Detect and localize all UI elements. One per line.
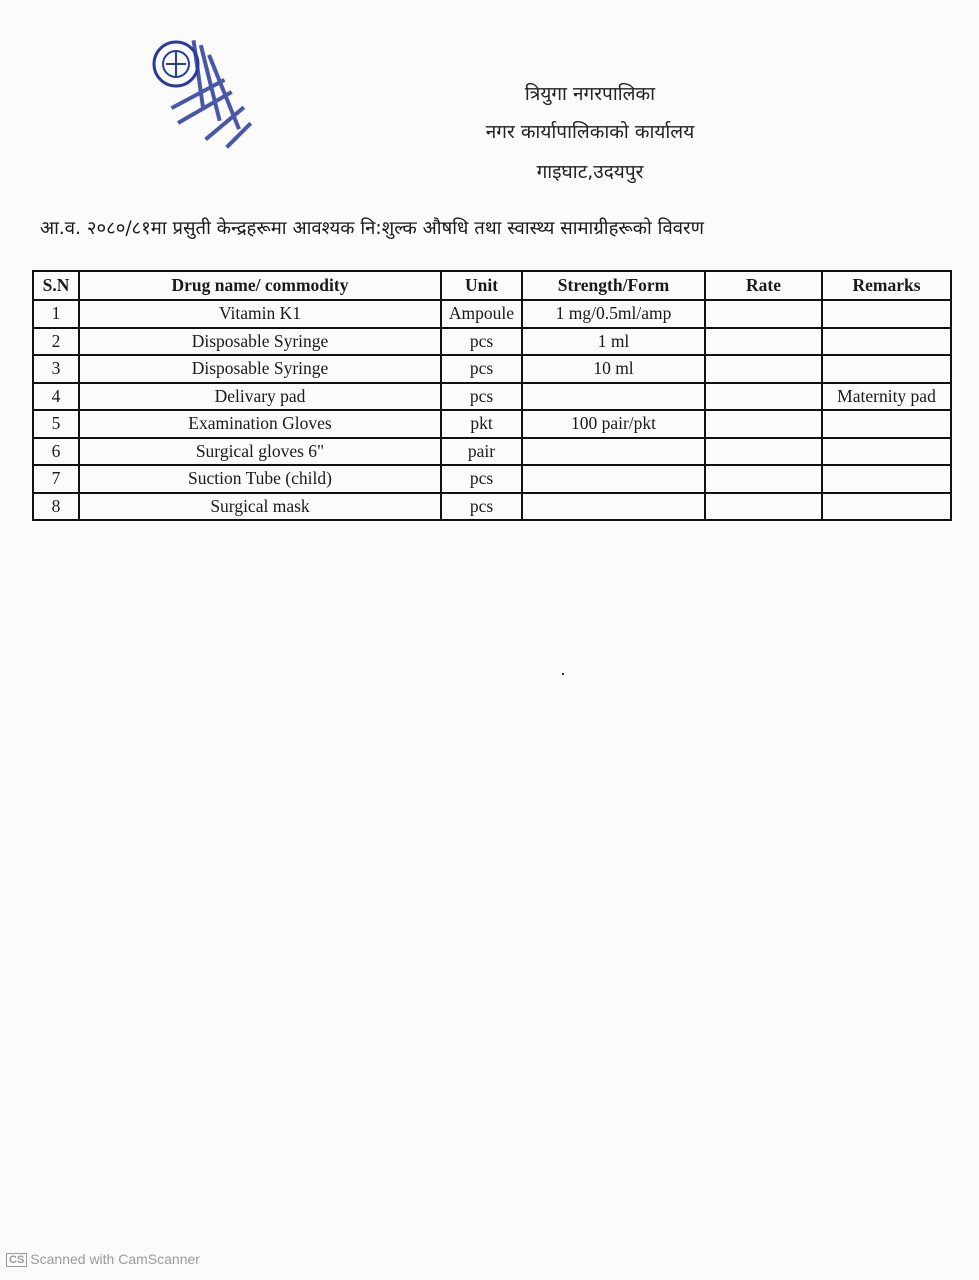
municipality-name: त्रियुगा नगरपालिका xyxy=(524,83,656,105)
office-name: नगर कार्यापालिकाको कार्यालय xyxy=(485,121,695,143)
commodity-table xyxy=(32,270,952,521)
table-row xyxy=(33,300,951,328)
cell-drug: Delivary pad xyxy=(79,383,441,411)
cell-rate xyxy=(705,493,822,521)
col-header-rate: Rate xyxy=(705,271,822,300)
cell-unit: pcs xyxy=(441,493,522,521)
table-row xyxy=(33,465,951,493)
cell-strength xyxy=(522,465,705,493)
cell-strength: 10 ml xyxy=(522,355,705,383)
cell-strength: 100 pair/pkt xyxy=(522,410,705,438)
cell-strength xyxy=(522,438,705,466)
cell-drug: Disposable Syringe xyxy=(79,328,441,356)
cell-unit: Ampoule xyxy=(441,300,522,328)
document-subtitle: आ.व. २०८०/८१मा प्रसुती केन्द्रहरूमा आवश्यक नि:शुल्क औषधि तथा स्वास्थ्य सामाग्रीहरूको विवरण xyxy=(40,218,704,239)
cell-drug: Disposable Syringe xyxy=(79,355,441,383)
office-stamp xyxy=(138,22,278,172)
cell-unit: pcs xyxy=(441,355,522,383)
table-row xyxy=(33,493,951,521)
cell-remarks: Maternity pad xyxy=(822,383,951,411)
cell-remarks xyxy=(822,465,951,493)
table-row xyxy=(33,438,951,466)
cell-drug: Examination Gloves xyxy=(79,410,441,438)
cell-remarks xyxy=(822,300,951,328)
watermark-text: Scanned with CamScanner xyxy=(30,1251,200,1267)
cell-unit: pcs xyxy=(441,465,522,493)
cell-drug: Surgical mask xyxy=(79,493,441,521)
cell-remarks xyxy=(822,493,951,521)
table-row xyxy=(33,383,951,411)
cell-remarks xyxy=(822,355,951,383)
cell-sn: 3 xyxy=(33,355,79,383)
cell-drug: Suction Tube (child) xyxy=(79,465,441,493)
cell-remarks xyxy=(822,410,951,438)
table-row xyxy=(33,328,951,356)
col-header-strength: Strength/Form xyxy=(522,271,705,300)
cell-strength: 1 ml xyxy=(522,328,705,356)
cell-drug: Vitamin K1 xyxy=(79,300,441,328)
col-header-remarks: Remarks xyxy=(822,271,951,300)
cell-unit: pair xyxy=(441,438,522,466)
table-header-row xyxy=(33,271,951,300)
col-header-sn: S.N xyxy=(33,271,79,300)
cell-unit: pcs xyxy=(441,383,522,411)
col-header-unit: Unit xyxy=(441,271,522,300)
cell-rate xyxy=(705,328,822,356)
cell-rate xyxy=(705,300,822,328)
cell-strength xyxy=(522,383,705,411)
cell-remarks xyxy=(822,328,951,356)
cell-strength: 1 mg/0.5ml/amp xyxy=(522,300,705,328)
cell-sn: 6 xyxy=(33,438,79,466)
stamp-emblem xyxy=(154,42,198,86)
cell-sn: 8 xyxy=(33,493,79,521)
cell-rate xyxy=(705,355,822,383)
cell-sn: 7 xyxy=(33,465,79,493)
cell-rate xyxy=(705,410,822,438)
cell-unit: pcs xyxy=(441,328,522,356)
stray-mark xyxy=(562,673,564,675)
cell-sn: 5 xyxy=(33,410,79,438)
cell-rate xyxy=(705,383,822,411)
table-row xyxy=(33,410,951,438)
cell-rate xyxy=(705,465,822,493)
scanner-watermark xyxy=(6,1251,200,1267)
cell-rate xyxy=(705,438,822,466)
cell-sn: 4 xyxy=(33,383,79,411)
cell-remarks xyxy=(822,438,951,466)
office-address: गाइघाट,उदयपुर xyxy=(536,161,644,183)
cell-unit: pkt xyxy=(441,410,522,438)
cell-sn: 2 xyxy=(33,328,79,356)
col-header-drug: Drug name/ commodity xyxy=(79,271,441,300)
cell-strength xyxy=(522,493,705,521)
cell-drug: Surgical gloves 6" xyxy=(79,438,441,466)
table-row xyxy=(33,355,951,383)
camscanner-icon: CS xyxy=(6,1253,27,1267)
cell-sn: 1 xyxy=(33,300,79,328)
